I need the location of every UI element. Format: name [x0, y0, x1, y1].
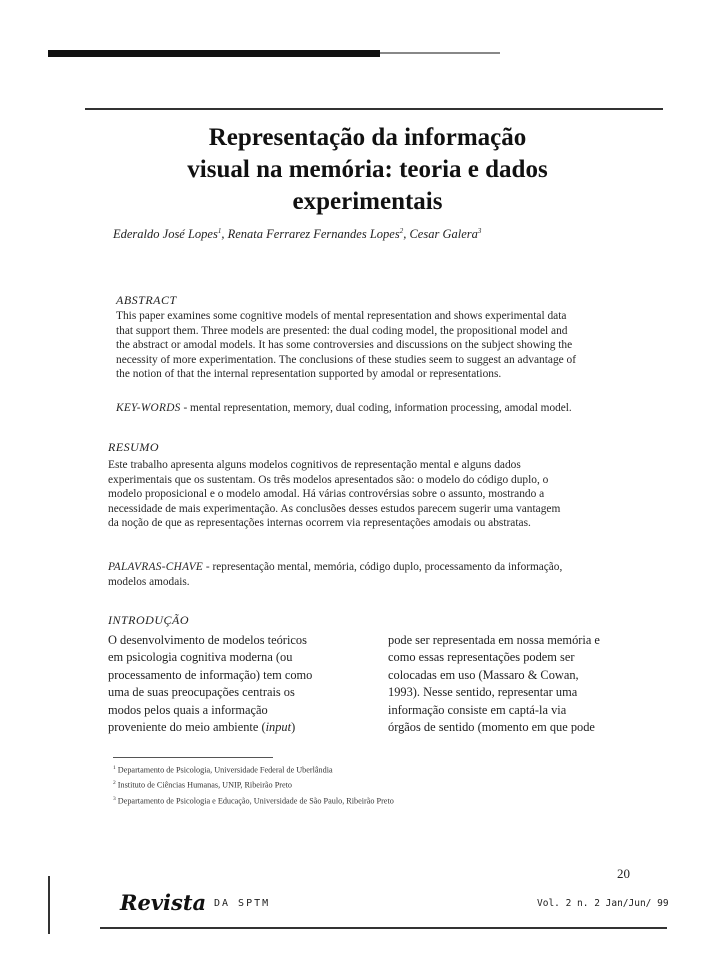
keywords-label: KEY-WORDS [116, 402, 181, 414]
resumo-body [108, 458, 654, 531]
intro-left-last-italic: input [265, 720, 292, 735]
abstract-line-4: necessity of more experimentation. The conclusions of these studies seem to suggest an advantage of [116, 353, 577, 366]
title-line-2: visual na memória: teoria e dados [187, 156, 548, 183]
scan-edge-mark [48, 50, 380, 57]
resumo-line-4: necessidade de mais experimentação. As conclusões desses estudos parecem sugerir uma vantagem [108, 502, 561, 515]
author-3: Cesar Galera [409, 227, 478, 242]
footnote-rule [113, 757, 273, 758]
volume-info: Vol. 2 n. 2 Jan/Jun/ 99 [537, 898, 669, 909]
palavras-label: PALAVRAS-CHAVE [108, 561, 204, 573]
author-3-sup: 3 [477, 227, 482, 235]
footnote-3-sup: 3 [113, 795, 116, 802]
keywords-text: - mental representation, memory, dual coding, information processing, amodal model. [180, 402, 572, 414]
intro-right-line-2: como essas representações podem ser [388, 650, 575, 665]
abstract-line-3: the abstract or amodal models. It has some controversies and discussions on the subject showing the [116, 339, 573, 352]
intro-right-line-6: órgãos de sentido (momento em que pode [388, 720, 595, 735]
keywords [116, 401, 661, 416]
palavras-line-1 [108, 560, 658, 575]
abstract-heading: ABSTRACT [116, 293, 177, 307]
palavras-line-2: modelos amodais. [108, 575, 190, 588]
title-line-3: experimentais [292, 188, 443, 215]
intro-left-line-2: em psicologia cognitiva moderna (ou [108, 650, 293, 665]
author-2: Renata Ferrarez Fernandes Lopes [227, 227, 400, 242]
footnote-1 [113, 762, 563, 777]
resumo-line-5: da noção de que as representações internas ocorrem via representações amodais ou abstratas. [108, 517, 531, 530]
intro-right-line-3: colocadas em uso (Massaro & Cowan, [388, 667, 579, 682]
abstract-line-1: This paper examines some cognitive models of mental representation and shows experimental data [116, 310, 567, 322]
intro-left-line-1: O desenvolvimento de modelos teóricos [108, 633, 307, 647]
resumo-line-1: Este trabalho apresenta alguns modelos cognitivos de representação mental e alguns dados [108, 459, 521, 471]
intro-left-line-5: modos pelos quais a informação [108, 702, 268, 717]
header-rule [85, 108, 663, 110]
palavras-chave [108, 560, 658, 589]
abstract-line-2: that support them. Three models are presented: the dual coding model, the propositional model and [116, 324, 568, 337]
footnote-3 [113, 793, 563, 808]
resumo-heading: RESUMO [108, 440, 159, 454]
intro-heading: INTRODUÇÃO [108, 613, 190, 627]
intro-left-line-3: processamento de informação) tem como [108, 667, 313, 682]
footnote-2-sup: 2 [113, 780, 116, 787]
abstract-line-5: the notion of that the internal representation supported by amodal or representations. [116, 368, 502, 381]
abstract-body [116, 309, 656, 382]
intro-left-last-post: ) [291, 720, 296, 735]
intro-left-line-4: uma de suas preocupações centrais os [108, 685, 295, 700]
footnote-1-sup: 1 [113, 765, 116, 771]
footnote-3-text: Departamento de Psicologia e Educação, Universidade de São Paulo, Ribeirão Preto [117, 796, 394, 806]
scan-edge-mark-tail [380, 52, 500, 54]
author-1: Ederaldo José Lopes [113, 227, 218, 242]
author-list: Ederaldo José Lopes$^1$, Renata Ferrarez Fernandes Lopes$^2$, Cesar Galera$^3$ [113, 227, 482, 242]
journal-logo: Revista [120, 890, 207, 915]
page-number: 20 [617, 866, 630, 881]
title-line-1: Representação da informação [208, 124, 527, 151]
footnote-1-text: Departamento de Psicologia, Universidade Federal de Uberlândia [117, 765, 333, 775]
footer-rule [100, 927, 667, 929]
author-1-sup: 1 [217, 227, 222, 235]
palavras-text: - representação mental, memória, código duplo, processamento da informação, [203, 561, 563, 573]
author-2-sup: 2 [399, 227, 404, 235]
footnote-2-text: Instituto de Ciências Humanas, UNIP, Ribeirão Preto [117, 781, 292, 791]
intro-right-line-1: pode ser representada em nossa memória e [388, 633, 600, 647]
intro-left-column [108, 632, 358, 736]
intro-left-line-6 [108, 719, 358, 736]
intro-right-line-5: informação consiste em captá-la via [388, 702, 567, 717]
resumo-line-2: experimentais que os sustentam. Os três modelos apresentados são: o modelo do código duplo, o [108, 473, 549, 486]
intro-right-line-4: 1993). Nesse sentido, representar uma [388, 685, 578, 700]
footnotes [113, 762, 563, 808]
footnote-2 [113, 777, 563, 792]
resumo-line-3: modelo proposicional e o modelo amodal. Há várias controvérsias sobre o assunto, mostrando a [108, 488, 545, 501]
journal-subtitle: DA SPTM [214, 898, 271, 909]
article-title [100, 122, 635, 218]
intro-left-last-pre: proveniente do meio ambiente ( [108, 720, 266, 735]
margin-bar [48, 876, 50, 934]
intro-right-column [388, 632, 640, 736]
